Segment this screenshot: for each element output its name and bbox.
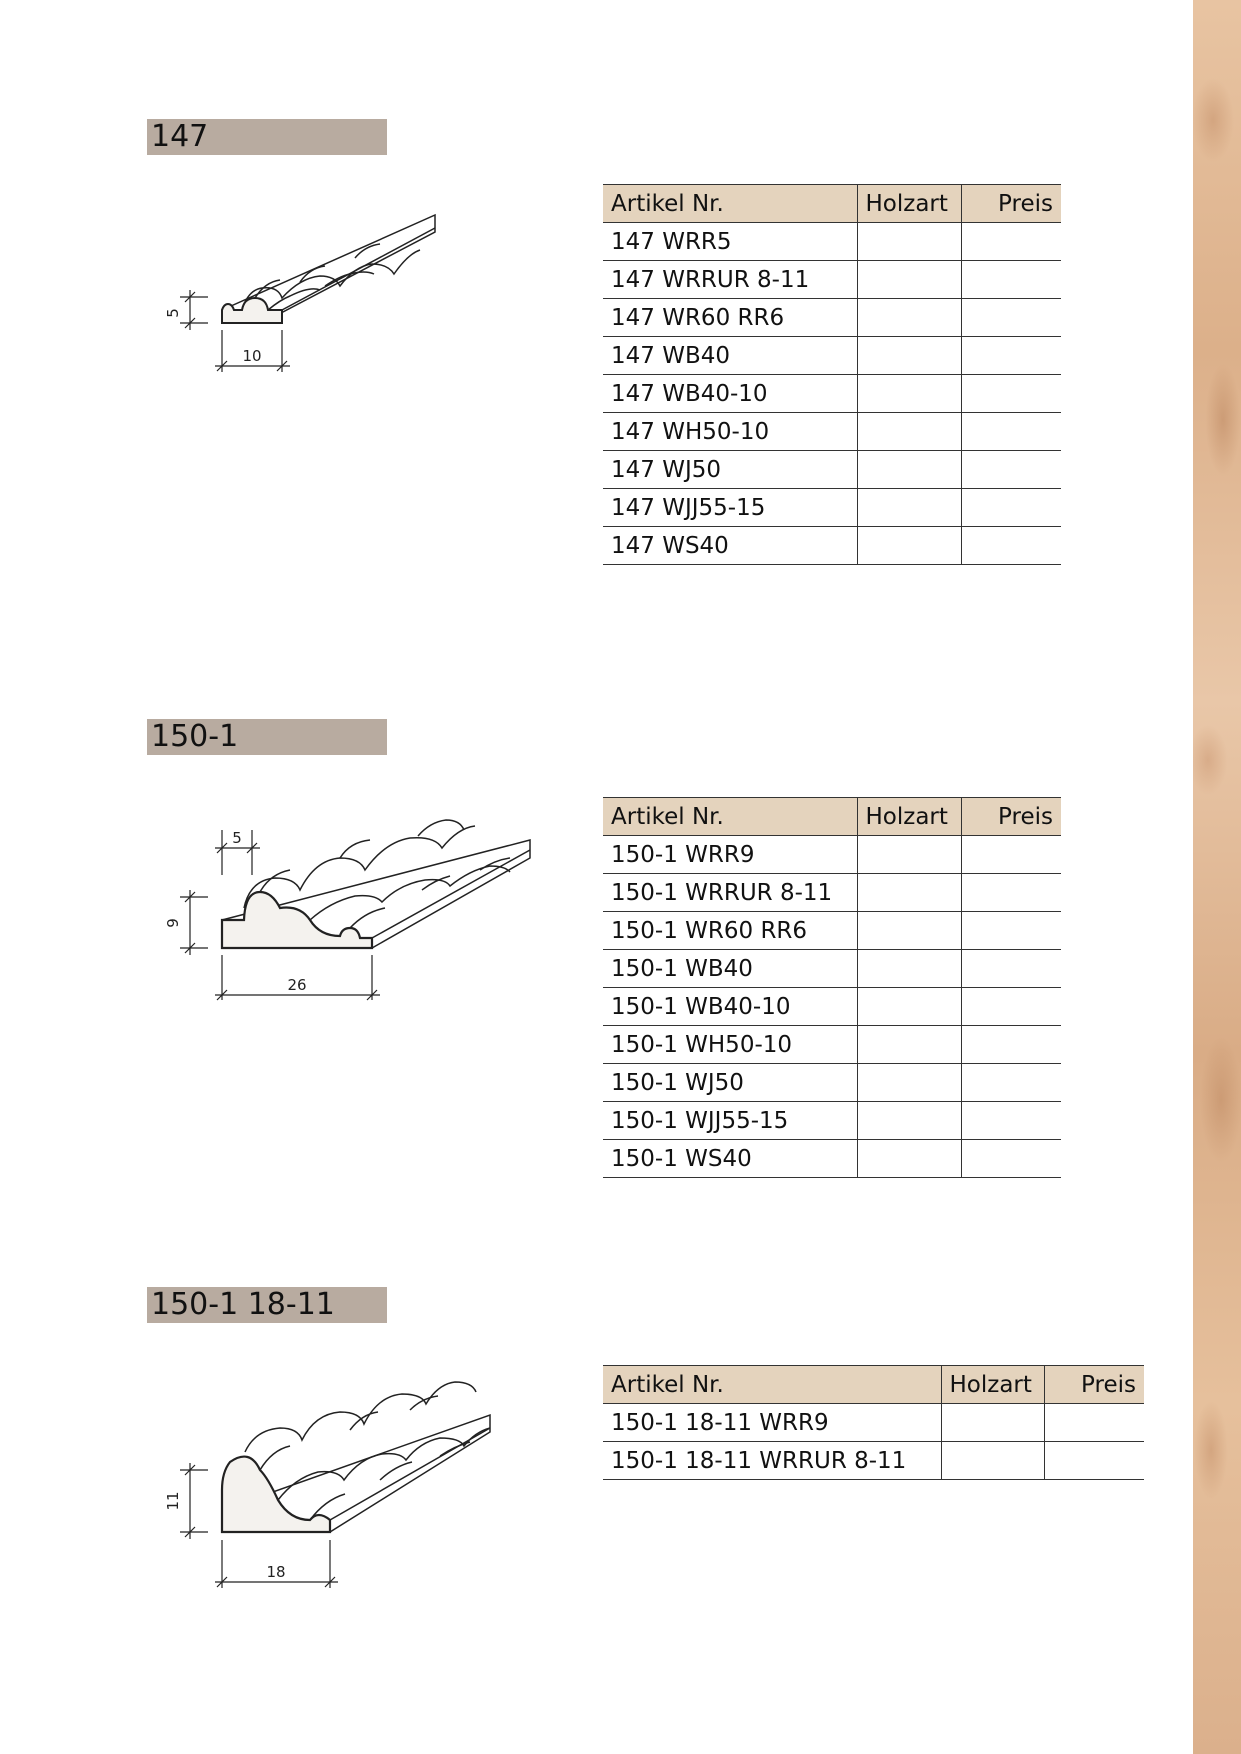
dim-width-150-1: 26	[287, 976, 307, 994]
artikel-cell: 150-1 WJ50	[603, 1064, 857, 1102]
holzart-cell	[857, 988, 961, 1026]
holzart-cell	[857, 1064, 961, 1102]
artikel-cell: 150-1 WB40-10	[603, 988, 857, 1026]
table-row	[603, 337, 1061, 375]
preis-cell	[961, 836, 1061, 874]
table-row	[603, 1064, 1061, 1102]
preis-cell	[961, 1140, 1061, 1178]
preis-cell	[961, 1026, 1061, 1064]
artikel-cell: 147 WR60 RR6	[603, 299, 857, 337]
table-row	[603, 1404, 1144, 1442]
holzart-cell	[857, 451, 961, 489]
holzart-cell	[857, 1102, 961, 1140]
holzart-cell	[857, 261, 961, 299]
preis-cell	[1044, 1404, 1144, 1442]
table-row	[603, 1026, 1061, 1064]
holzart-cell	[857, 489, 961, 527]
artikel-cell: 147 WS40	[603, 527, 857, 565]
artikel-cell: 150-1 18-11 WRR9	[603, 1404, 941, 1442]
article-table-150-1	[603, 797, 1061, 1178]
holzart-cell	[857, 874, 961, 912]
artikel-cell: 147 WJJ55-15	[603, 489, 857, 527]
preis-cell	[961, 261, 1061, 299]
preis-cell	[961, 527, 1061, 565]
col-header-holzart: Holzart	[857, 798, 961, 836]
dim-height-147: 5	[164, 308, 182, 318]
col-header-preis: Preis	[1044, 1366, 1144, 1404]
table-row	[603, 950, 1061, 988]
table-row	[603, 375, 1061, 413]
preis-cell	[961, 337, 1061, 375]
holzart-cell	[941, 1442, 1044, 1480]
table-row	[603, 413, 1061, 451]
col-header-artikel: Artikel Nr.	[603, 185, 857, 223]
holzart-cell	[857, 1026, 961, 1064]
holzart-cell	[941, 1404, 1044, 1442]
holzart-cell	[857, 299, 961, 337]
preis-cell	[961, 950, 1061, 988]
col-header-holzart: Holzart	[857, 185, 961, 223]
table-row	[603, 261, 1061, 299]
preis-cell	[961, 299, 1061, 337]
holzart-cell	[857, 836, 961, 874]
table-row	[603, 1442, 1144, 1480]
artikel-cell: 147 WRR5	[603, 223, 857, 261]
dim-top-150-1: 5	[232, 829, 242, 847]
table-row	[603, 1102, 1061, 1140]
preis-cell	[1044, 1442, 1144, 1480]
table-row	[603, 489, 1061, 527]
holzart-cell	[857, 950, 961, 988]
col-header-preis: Preis	[961, 185, 1061, 223]
profile-drawing-150-1	[150, 790, 540, 1010]
artikel-cell: 150-1 WR60 RR6	[603, 912, 857, 950]
holzart-cell	[857, 527, 961, 565]
table-row	[603, 223, 1061, 261]
artikel-cell: 150-1 WB40	[603, 950, 857, 988]
article-table-150-1-18-11	[603, 1365, 1144, 1480]
preis-cell	[961, 413, 1061, 451]
table-row	[603, 1140, 1061, 1178]
col-header-holzart: Holzart	[941, 1366, 1044, 1404]
preis-cell	[961, 1102, 1061, 1140]
artikel-cell: 150-1 WS40	[603, 1140, 857, 1178]
profile-drawing-150-1-18-11	[150, 1360, 500, 1600]
holzart-cell	[857, 223, 961, 261]
artikel-cell: 147 WH50-10	[603, 413, 857, 451]
profile-drawing-147	[150, 190, 450, 380]
preis-cell	[961, 874, 1061, 912]
artikel-cell: 147 WB40-10	[603, 375, 857, 413]
preis-cell	[961, 489, 1061, 527]
preis-cell	[961, 451, 1061, 489]
artikel-cell: 150-1 WJJ55-15	[603, 1102, 857, 1140]
dim-height-150-1: 9	[164, 918, 182, 928]
table-row	[603, 451, 1061, 489]
wood-texture-strip	[1193, 0, 1241, 1754]
artikel-cell: 150-1 WRRUR 8-11	[603, 874, 857, 912]
col-header-preis: Preis	[961, 798, 1061, 836]
table-row	[603, 299, 1061, 337]
section-title-150-1-18-11: 150-1 18-11	[147, 1287, 387, 1323]
preis-cell	[961, 375, 1061, 413]
artikel-cell: 147 WRRUR 8-11	[603, 261, 857, 299]
dim-width-150-1-18-11: 18	[266, 1563, 286, 1581]
table-row	[603, 874, 1061, 912]
section-title-150-1: 150-1	[147, 719, 387, 755]
artikel-cell: 150-1 WH50-10	[603, 1026, 857, 1064]
preis-cell	[961, 912, 1061, 950]
dim-width-147: 10	[242, 347, 262, 365]
holzart-cell	[857, 1140, 961, 1178]
preis-cell	[961, 1064, 1061, 1102]
table-row	[603, 912, 1061, 950]
holzart-cell	[857, 912, 961, 950]
holzart-cell	[857, 413, 961, 451]
col-header-artikel: Artikel Nr.	[603, 1366, 941, 1404]
preis-cell	[961, 988, 1061, 1026]
dim-height-150-1-18-11: 11	[164, 1491, 182, 1511]
holzart-cell	[857, 375, 961, 413]
col-header-artikel: Artikel Nr.	[603, 798, 857, 836]
artikel-cell: 150-1 WRR9	[603, 836, 857, 874]
artikel-cell: 147 WJ50	[603, 451, 857, 489]
section-title-147: 147	[147, 119, 387, 155]
table-row	[603, 988, 1061, 1026]
preis-cell	[961, 223, 1061, 261]
table-row	[603, 836, 1061, 874]
holzart-cell	[857, 337, 961, 375]
article-table-147	[603, 184, 1061, 565]
artikel-cell: 150-1 18-11 WRRUR 8-11	[603, 1442, 941, 1480]
table-row	[603, 527, 1061, 565]
artikel-cell: 147 WB40	[603, 337, 857, 375]
